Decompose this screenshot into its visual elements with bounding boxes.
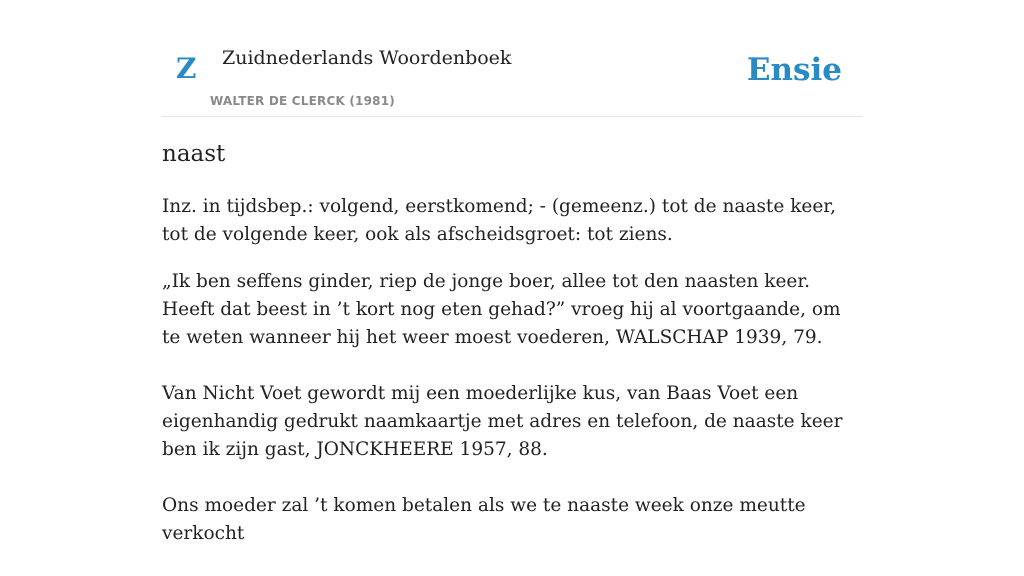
quote-paragraph: Ons moeder zal ’t komen betalen als we te naaste week onze meutte verkocht — [162, 495, 806, 544]
dictionary-title[interactable]: Zuidnederlands Woordenboek — [222, 47, 512, 69]
site-header — [162, 0, 862, 117]
dictionary-author: WALTER DE CLERCK (1981) — [210, 94, 395, 108]
definition-text: Inz. in tijdsbep.: volgend, eerstkomend; - (gemeenz.) tot de naaste keer, tot de volgende keer, ook als afscheidsgroet: tot ziens. — [162, 196, 836, 245]
ensie-logo-link[interactable]: Ensie — [746, 52, 842, 88]
dictionary-logo[interactable]: Z — [176, 52, 197, 85]
entry-content — [162, 137, 862, 576]
quote-paragraph: Van Nicht Voet gewordt mij een moederlijke kus, van Baas Voet een eigenhandig gedrukt naamkaartje met adres en telefoon, de naaste keer ben ik zijn gast, JONCKHEERE 1957, 88. — [162, 383, 843, 460]
quote-paragraph: „Ik ben seffens ginder, riep de jonge boer, allee tot den naasten keer. Heeft dat beest in ’t kort nog eten gehad?” vroeg hij al voortgaande, om te weten wanneer hij het weer moest voederen, WALSCHAP 1939, 79. — [162, 271, 841, 348]
headword: naast — [162, 141, 226, 167]
